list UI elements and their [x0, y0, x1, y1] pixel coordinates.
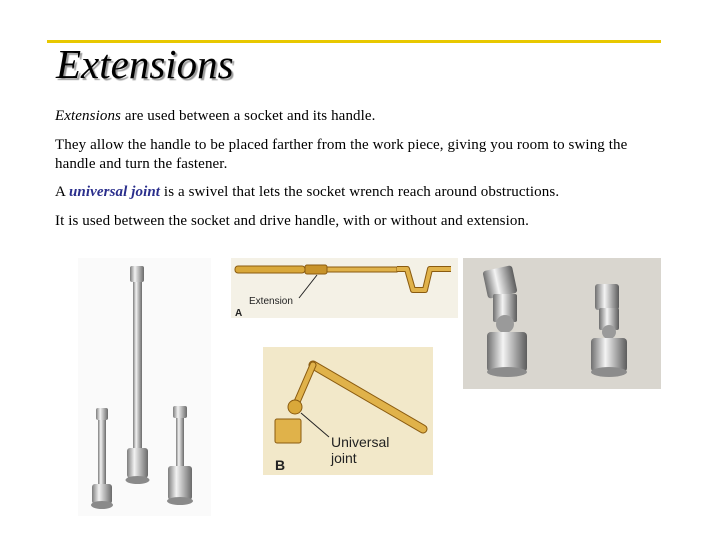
- figure-b-letter: B: [275, 457, 286, 473]
- paragraph-extensions-definition: [55, 107, 665, 126]
- term-universal-joint: universal joint: [68, 184, 161, 200]
- extension-callout-label: Extension: [249, 296, 293, 307]
- universal-callout-label-line1: Universal: [331, 434, 390, 450]
- paragraph-3-prefix: A: [55, 184, 69, 200]
- figure-b-universal-joint-diagram: [263, 347, 433, 475]
- paragraph-universal-joint-usage: It is used between the socket and drive handle, with or without and extension.: [55, 213, 529, 229]
- term-extensions: Extensions: [55, 108, 121, 124]
- paragraph-extensions-purpose: They allow the handle to be placed farther from the work piece, giving you room to swing the handle and turn the fastener.: [55, 137, 628, 172]
- figure-a-letter: A: [235, 308, 243, 318]
- extension-bars-photo: [78, 258, 211, 516]
- slide-title: Extensions: [56, 41, 234, 87]
- universal-callout-label-line2: joint: [331, 450, 357, 466]
- paragraph-universal-joint: [55, 183, 665, 202]
- paragraph-1-text: are used between a socket and its handle.: [121, 108, 376, 124]
- figure-a-extension-diagram: [231, 258, 458, 318]
- universal-joints-photo: [463, 258, 661, 389]
- paragraph-3-text: is a swivel that lets the socket wrench reach around obstructions.: [160, 184, 560, 200]
